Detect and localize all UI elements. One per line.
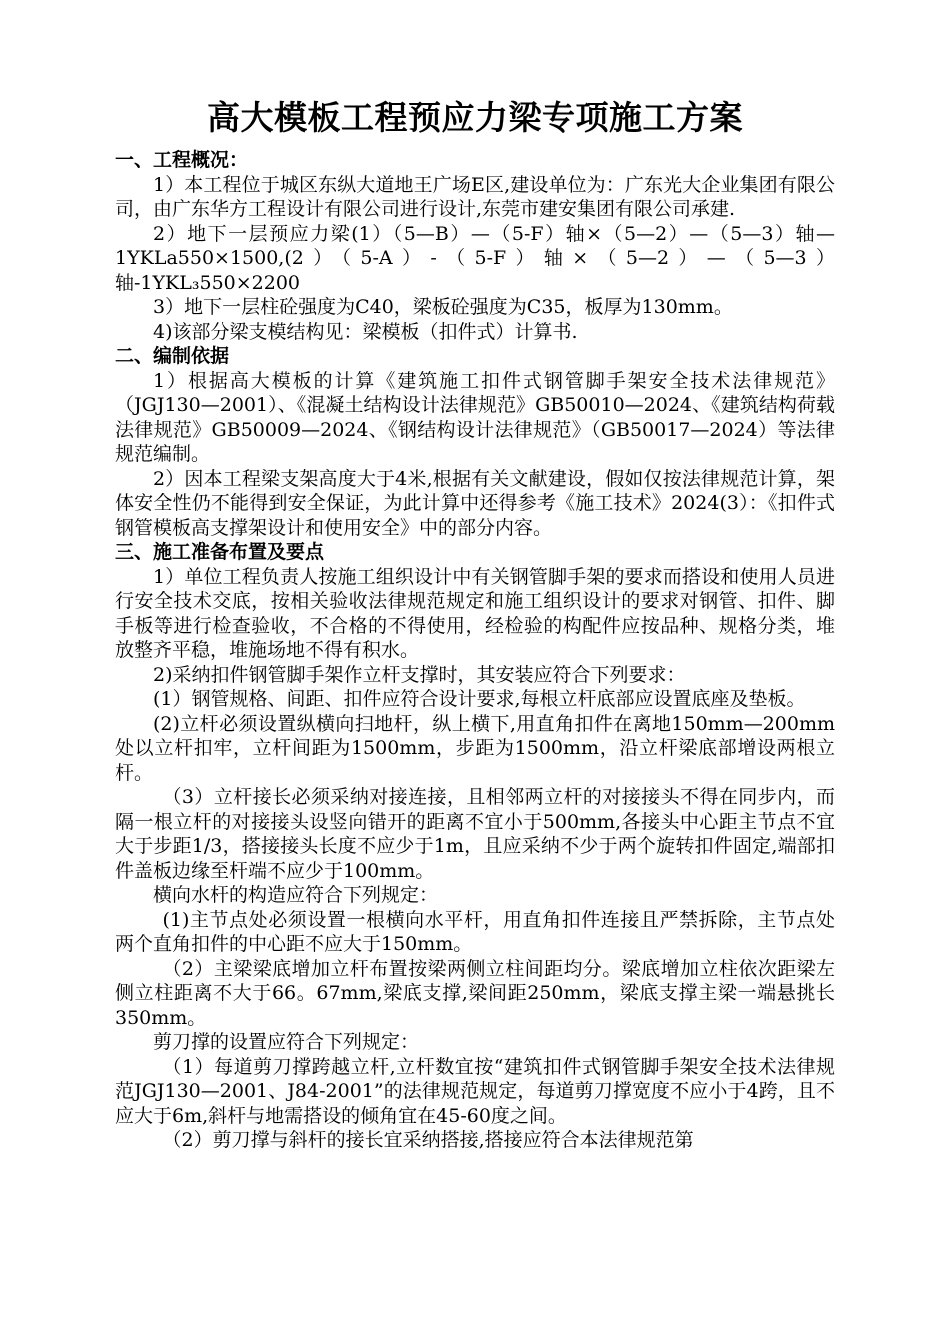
paragraph: 横向水杆的构造应符合下列规定： (153, 884, 439, 906)
paragraph: (2)立杆必须设置纵横向扫地杆，纵上横下,用直角扣件在离地150mm—200mm处以立杆扣牢，立杆间距为1500mm，步距为1500mm，沿立杆梁底部增设两根立杆。 (115, 712, 835, 784)
paragraph: （2）主梁梁底增加立杆布置按梁两侧立柱间距均分。梁底增加立柱依次距梁左侧立柱距离不大于66。67mm,梁底支撑,梁间距250mm，梁底支撑主梁一端悬挑长350mm。 (115, 957, 835, 1029)
paragraph: 4)该部分梁支模结构见：梁模板（扣件式）计算书. (153, 320, 578, 343)
document-page (115, 94, 835, 1153)
paragraph: （1）每道剪刀撑跨越立杆,立杆数宜按“建筑扣件式钢管脚手架安全技术法律规范JGJ130—2001、J84-2001”的法律规范规定，每道剪刀撑宽度不应小于4跨，且不应大于6m,斜杆与地需搭设的倾角宜在45-60度之间。 (115, 1055, 835, 1127)
paragraph: 1）根据高大模板的计算《建筑施工扣件式钢管脚手架安全技术法律规范》（JGJ130—2001）、《混凝土结构设计法律规范》GB50010—2024、《建筑结构荷载法律规范》GB50009—2024、《钢结构设计法律规范》（GB50017—2024）等法律规范编制。 (115, 369, 835, 465)
section-heading-basis: 二、编制依据 (115, 345, 230, 367)
paragraph: 2)采纳扣件钢管脚手架作立杆支撑时，其安装应符合下列要求： (153, 663, 686, 686)
paragraph: 3）地下一层柱砼强度为C40，梁板砼强度为C35，板厚为130mm。 (153, 296, 733, 318)
paragraph: （3）立杆接长必须采纳对接连接，且相邻两立杆的对接接头不得在同步内，而隔一根立杆的对接接头设竖向错开的距离不宜小于500mm,各接头中心距主节点不宜大于步距1/3，搭接接头长度不应少于1m，且应采纳不少于两个旋转扣件固定,端部扣件盖板边缘至杆端不应少于100mm。 (115, 786, 835, 882)
paragraph: (1)主节点处必须设置一根横向水平杆，用直角扣件连接且严禁拆除，主节点处两个直角扣件的中心距不应大于150mm。 (115, 908, 835, 955)
section-heading-preparation: 三、施工准备布置及要点 (115, 541, 325, 563)
paragraph: 1）本工程位于城区东纵大道地王广场E区,建设单位为：广东光大企业集团有限公司，由广东华方工程设计有限公司进行设计,东莞市建安集团有限公司承建. (115, 173, 835, 220)
paragraph: 剪刀撑的设置应符合下列规定： (153, 1031, 420, 1053)
paragraph: （2）剪刀撑与斜杆的接长宜采纳搭接,搭接应符合本法律规范第 (162, 1129, 694, 1151)
paragraph: 2）地下一层预应力梁(1）（5—B）—（5-F）轴×（5—2）—（5—3）轴—1YKLa550×1500,(2）（5-A）-（5-F）轴×（5—2）—（5—3）轴-1YKL₃550×2200 (115, 222, 835, 294)
document-title: 高大模板工程预应力梁专项施工方案 (207, 98, 743, 137)
section-heading-overview: 一、工程概况： (115, 149, 249, 171)
paragraph: 1）单位工程负责人按施工组织设计中有关钢管脚手架的要求而搭设和使用人员进行安全技术交底，按相关验收法律规范规定和施工组织设计的要求对钢管、扣件、脚手板等进行检查验收，不合格的不得使用，经检验的构配件应按品种、规格分类，堆放整齐平稳，堆施场地不得有积水。 (115, 565, 835, 661)
paragraph: (1）钢管规格、间距、扣件应符合设计要求,每根立杆底部应设置底座及垫板。 (153, 688, 806, 710)
paragraph: 2）因本工程梁支架高度大于4米,根据有关文献建设，假如仅按法律规范计算，架体安全性仍不能得到安全保证，为此计算中还得参考《施工技术》2024(3）：《扣件式钢管模板高支撑架设计和使用安全》中的部分内容。 (115, 467, 835, 539)
